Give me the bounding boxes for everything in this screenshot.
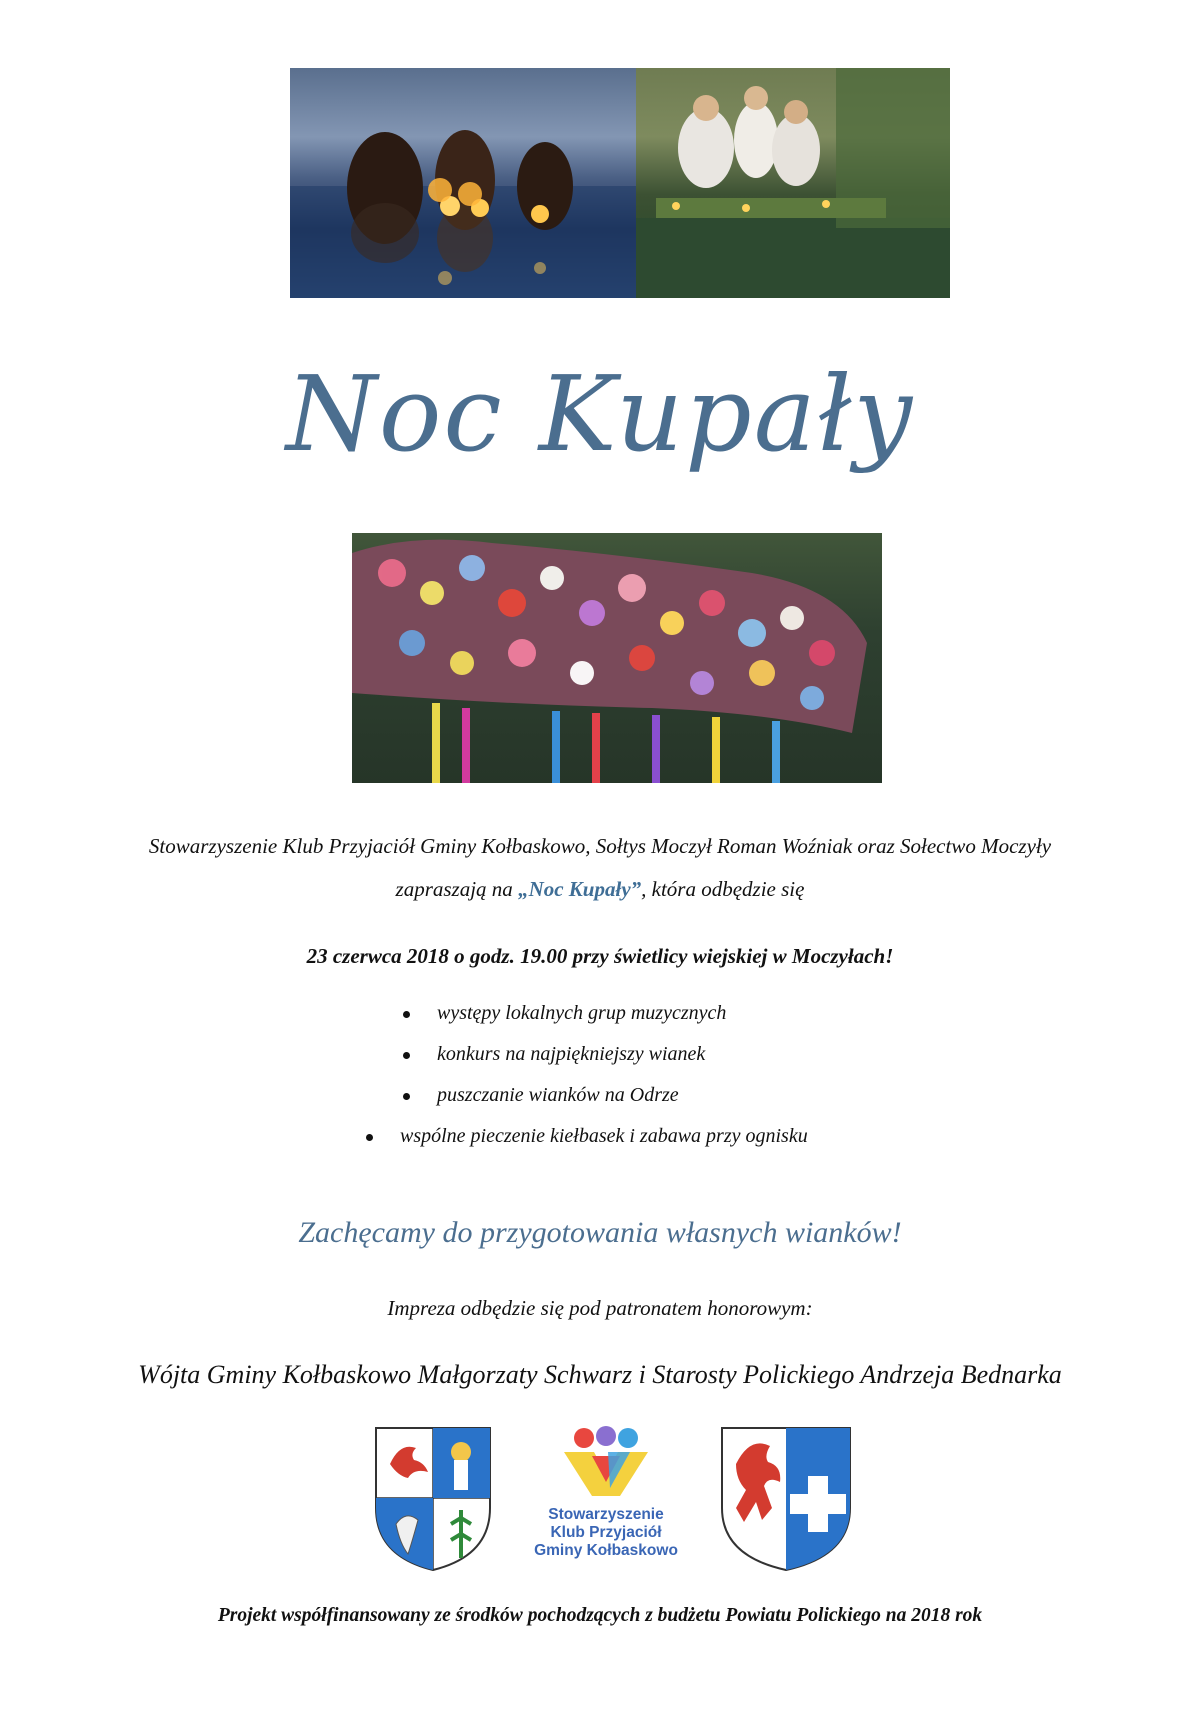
event-item-text: występy lokalnych grup muzycznych bbox=[437, 1002, 727, 1024]
club-logo bbox=[512, 1426, 700, 1578]
invitation-event-name: „Noc Kupały” bbox=[518, 877, 642, 901]
page-title: Noc Kupały bbox=[285, 353, 915, 475]
club-name-line3: Gminy Kołbaskowo bbox=[534, 1542, 678, 1559]
event-item-text: puszczanie wianków na Odrze bbox=[437, 1084, 679, 1106]
list-item bbox=[437, 1043, 705, 1066]
patronage-intro: Impreza odbędzie się pod patronatem honorowym: bbox=[387, 1296, 813, 1320]
gmina-kolbaskowo-coat-of-arms-icon bbox=[372, 1424, 494, 1574]
list-item bbox=[437, 1084, 679, 1107]
wreath-photo bbox=[352, 533, 882, 783]
powiat-policki-coat-of-arms-icon bbox=[718, 1424, 854, 1574]
invitation-line bbox=[0, 877, 1200, 902]
list-item bbox=[400, 1125, 808, 1148]
list-item bbox=[437, 1002, 726, 1025]
club-name-line1: Stowarzyszenie bbox=[548, 1506, 664, 1523]
bullet-icon bbox=[403, 1052, 410, 1059]
invitation-suffix: , która odbędzie się bbox=[641, 877, 805, 901]
photo-candles-on-lake bbox=[290, 68, 636, 298]
funding-note: Projekt współfinansowany ze środków pochodzących z budżetu Powiatu Polickiego na 2018 rok bbox=[217, 1605, 983, 1626]
invitation-prefix: zapraszają na bbox=[395, 877, 519, 901]
club-name-line2: Klub Przyjaciół bbox=[550, 1524, 662, 1541]
event-item-text: wspólne pieczenie kiełbasek i zabawa przy ognisku bbox=[400, 1125, 808, 1147]
girls-illustration bbox=[636, 68, 950, 298]
club-figures-icon bbox=[512, 1426, 700, 1506]
bullet-icon bbox=[366, 1134, 373, 1141]
invitation-organizers: Stowarzyszenie Klub Przyjaciół Gminy Kołbaskowo, Sołtys Moczył Roman Woźniak oraz Sołectwo Moczyły bbox=[148, 834, 1052, 858]
bullet-icon bbox=[403, 1011, 410, 1018]
bullet-icon bbox=[403, 1093, 410, 1100]
club-name bbox=[512, 1506, 700, 1560]
event-date-location: 23 czerwca 2018 o godz. 19.00 przy świetlicy wiejskiej w Moczyłach! bbox=[306, 944, 894, 968]
wreath-illustration bbox=[352, 533, 882, 783]
candles-illustration bbox=[290, 68, 636, 298]
event-item-text: konkurs na najpiękniejszy wianek bbox=[437, 1043, 706, 1065]
patrons-names: Wójta Gminy Kołbaskowo Małgorzaty Schwarz i Starosty Polickiego Andrzeja Bednarka bbox=[138, 1360, 1062, 1389]
photo-girls-by-river bbox=[636, 68, 950, 298]
encouragement-text: Zachęcamy do przygotowania własnych wianków! bbox=[298, 1216, 902, 1249]
header-photo bbox=[290, 68, 950, 298]
